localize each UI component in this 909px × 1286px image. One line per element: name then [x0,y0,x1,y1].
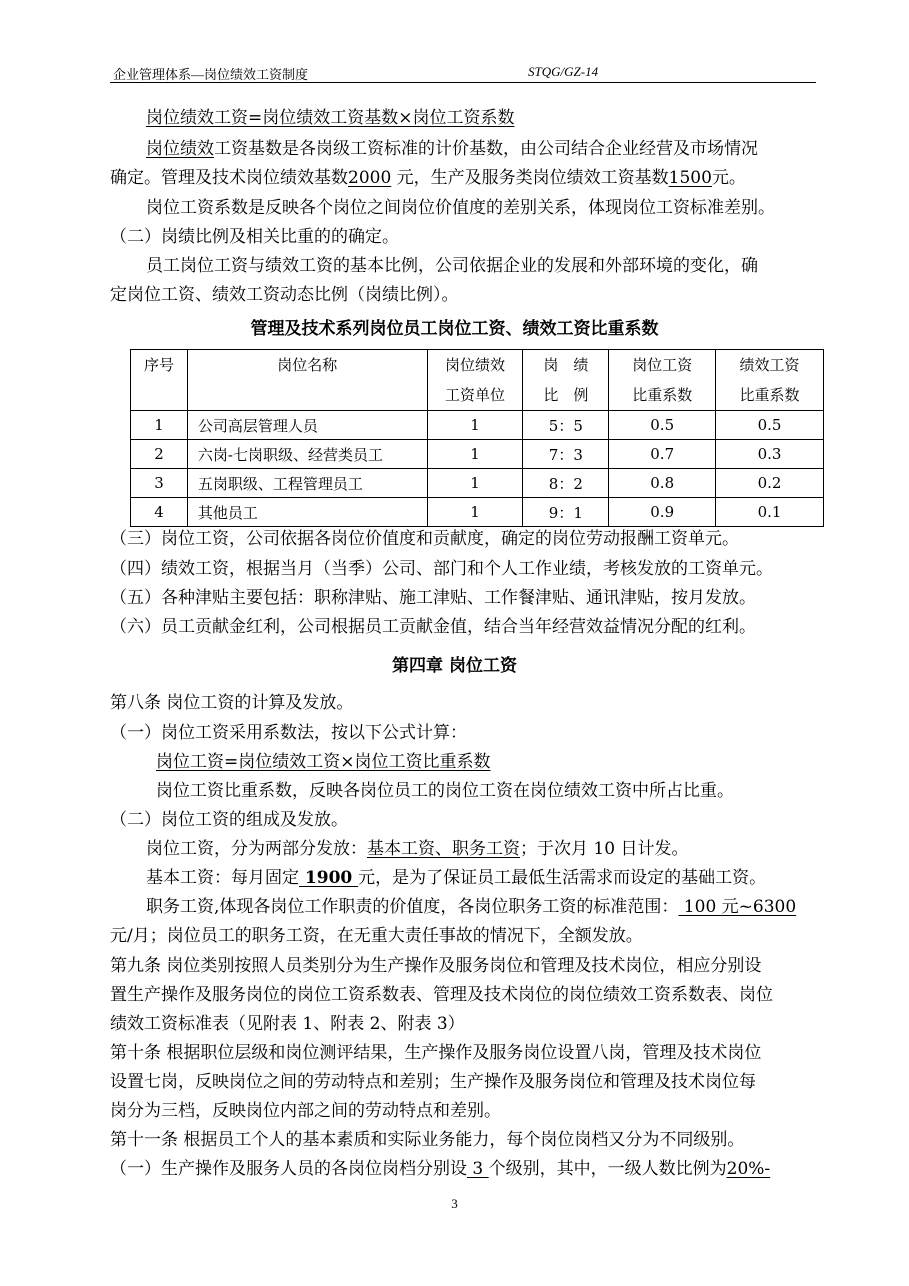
paragraph-line: 设置七岗，反映岗位之间的劳动特点和差别；生产操作及服务岗位和管理及技术岗位每 [110,1072,756,1092]
paragraph-line [146,867,766,889]
paragraph-line: 元/月；岗位员工的职务工资，在无重大责任事故的情况下，全额发放。 [110,926,643,946]
paragraph-line [146,138,758,160]
underlined-text: 岗位绩效 [146,139,214,159]
header-unit-line2: 工资单位 [444,386,505,404]
header-pw-line2: 比重系数 [632,386,693,404]
paragraph-line: 岗位工资比重系数，反映各岗位员工的岗位工资在岗位绩效工资中所占比重。 [156,781,734,801]
text-span: 工资基数是各岗级工资标准的计价基数，由公司结合企业经营及市场情况 [214,139,758,159]
paragraph-line: （一）岗位工资采用系数法，按以下公式计算： [110,723,467,743]
cell-no: 3 [131,469,188,498]
cell-name: 公司高层管理人员 [187,411,427,440]
text-span: 基本工资：每月固定 [146,868,299,888]
section-heading: （二）岗绩比例及相关比重的的确定。 [110,227,399,247]
cell-performance-weight: 0.1 [716,498,824,527]
cell-performance-weight: 0.5 [716,411,824,440]
level-ratio: 20%- [726,1159,771,1179]
header-unit-line1: 岗位绩效 [444,356,505,374]
header-doc-code: STQG/GZ-14 [528,64,599,79]
cell-position-weight: 0.5 [609,411,716,440]
table-row [131,469,824,498]
cell-unit: 1 [427,411,523,440]
cell-performance-weight: 0.2 [716,469,824,498]
formula-line: 岗位绩效工资=岗位绩效工资基数×岗位工资系数 [146,108,515,128]
cell-performance-weight: 0.3 [716,440,824,469]
article-line: 第十条 根据职位层级和岗位测评结果，生产操作及服务岗位设置八岗，管理及技术岗位 [110,1043,762,1063]
cell-position-weight: 0.7 [609,440,716,469]
header-pf-line2: 比重系数 [739,386,800,404]
text-span: ；于次月 10 日计发。 [520,839,689,859]
text-span: 确定。管理及技术岗位绩效基数 [110,168,348,188]
header-ratio [523,350,609,411]
base-value-2000: 2000 [348,168,392,188]
cell-position-weight: 0.9 [609,498,716,527]
cell-name: 六岗-七岗职级、经营类员工 [187,440,427,469]
ratio-table [130,349,824,527]
table-row [131,411,824,440]
cell-name: 其他员工 [187,498,427,527]
paragraph-line: （六）员工贡献金红利，公司根据员工贡献金值，结合当年经营效益情况分配的红利。 [110,617,756,637]
text-span: （一）生产操作及服务人员的各岗位岗档分别设 [110,1159,467,1179]
base-value-1500: 1500 [668,168,712,188]
cell-unit: 1 [427,498,523,527]
paragraph-line: 绩效工资标准表（见附表 1、附表 2、附表 3） [110,1014,465,1034]
header-name: 岗位名称 [187,350,427,411]
header-ratio-line1: 岗 绩 [543,356,589,374]
cell-unit: 1 [427,440,523,469]
header-position-weight [609,350,716,411]
cell-no: 1 [131,411,188,440]
text-span: 岗位工资，分为两部分发放： [146,839,367,859]
base-salary-value: 1900 [299,868,359,888]
paragraph-line: 置生产操作及服务岗位的岗位工资系数表、管理及技术岗位的岗位绩效工资系数表、岗位 [110,985,773,1005]
cell-name: 五岗职级、工程管理员工 [187,469,427,498]
text-span: 元，是为了保证员工最低生活需求而设定的基础工资。 [358,868,767,888]
text-span: 职务工资,体现各岗位工作职责的价值度，各岗位职务工资的标准范围： [146,897,679,917]
paragraph-line [146,896,796,918]
paragraph-line: 岗分为三档，反映岗位内部之间的劳动特点和差别。 [110,1101,501,1121]
text-span: 元，生产及服务类岗位绩效工资基数 [391,168,669,188]
page-number: 3 [451,1196,458,1211]
paragraph-line: （五）各种津贴主要包括：职称津贴、施工津贴、工作餐津贴、通讯津贴，按月发放。 [110,588,756,608]
table-title: 管理及技术系列岗位员工岗位工资、绩效工资比重系数 [250,319,659,339]
table-header-row [131,350,824,411]
paragraph-line: 员工岗位工资与绩效工资的基本比例，公司依据企业的发展和外部环境的变化，确 [146,256,758,276]
cell-no: 4 [131,498,188,527]
paragraph-line: （四）绩效工资，根据当月（当季）公司、部门和个人工作业绩，考核发放的工资单元。 [110,559,773,579]
salary-range: 100 元~6300 [678,897,797,917]
paragraph-line: （三）岗位工资，公司依据各岗位价值度和贡献度，确定的岗位劳动报酬工资单元。 [110,529,739,549]
level-count: 3 [467,1159,489,1179]
header-no: 序号 [131,350,188,411]
paragraph-line: 岗位工资系数是反映各个岗位之间岗位价值度的差别关系，体现岗位工资标准差别。 [146,198,775,218]
cell-ratio: 8：2 [523,469,609,498]
chapter-title: 第四章 岗位工资 [392,656,517,676]
header-ratio-line2: 比 例 [543,386,589,404]
cell-ratio: 9：1 [523,498,609,527]
text-span: 个级别，其中，一级人数比例为 [488,1159,727,1179]
header-unit [427,350,523,411]
cell-ratio: 5：5 [523,411,609,440]
formula-line: 岗位工资=岗位绩效工资×岗位工资比重系数 [156,752,491,772]
table-row [131,498,824,527]
cell-ratio: 7：3 [523,440,609,469]
paragraph-line [146,838,688,860]
text-span: 元。 [711,168,746,188]
header-performance-weight [716,350,824,411]
header-rule [110,82,816,83]
table-row [131,440,824,469]
cell-unit: 1 [427,469,523,498]
article-line: 第九条 岗位类别按照人员类别分为生产操作及服务岗位和管理及技术岗位，相应分别设 [110,956,762,976]
paragraph-line: （二）岗位工资的组成及发放。 [110,810,348,830]
header-pw-line1: 岗位工资 [632,356,693,374]
header-title: 企业管理体系—岗位绩效工资制度 [113,67,309,82]
header-pf-line1: 绩效工资 [739,356,800,374]
underlined-text: 基本工资、职务工资 [367,839,520,859]
article-line: 第八条 岗位工资的计算及发放。 [110,693,354,713]
article-line: 第十一条 根据员工个人的基本素质和实际业务能力，每个岗位岗档又分为不同级别。 [110,1130,745,1150]
cell-position-weight: 0.8 [609,469,716,498]
paragraph-line [110,167,746,189]
paragraph-line [110,1158,770,1180]
paragraph-line: 定岗位工资、绩效工资动态比例（岗绩比例）。 [110,285,459,305]
cell-no: 2 [131,440,188,469]
